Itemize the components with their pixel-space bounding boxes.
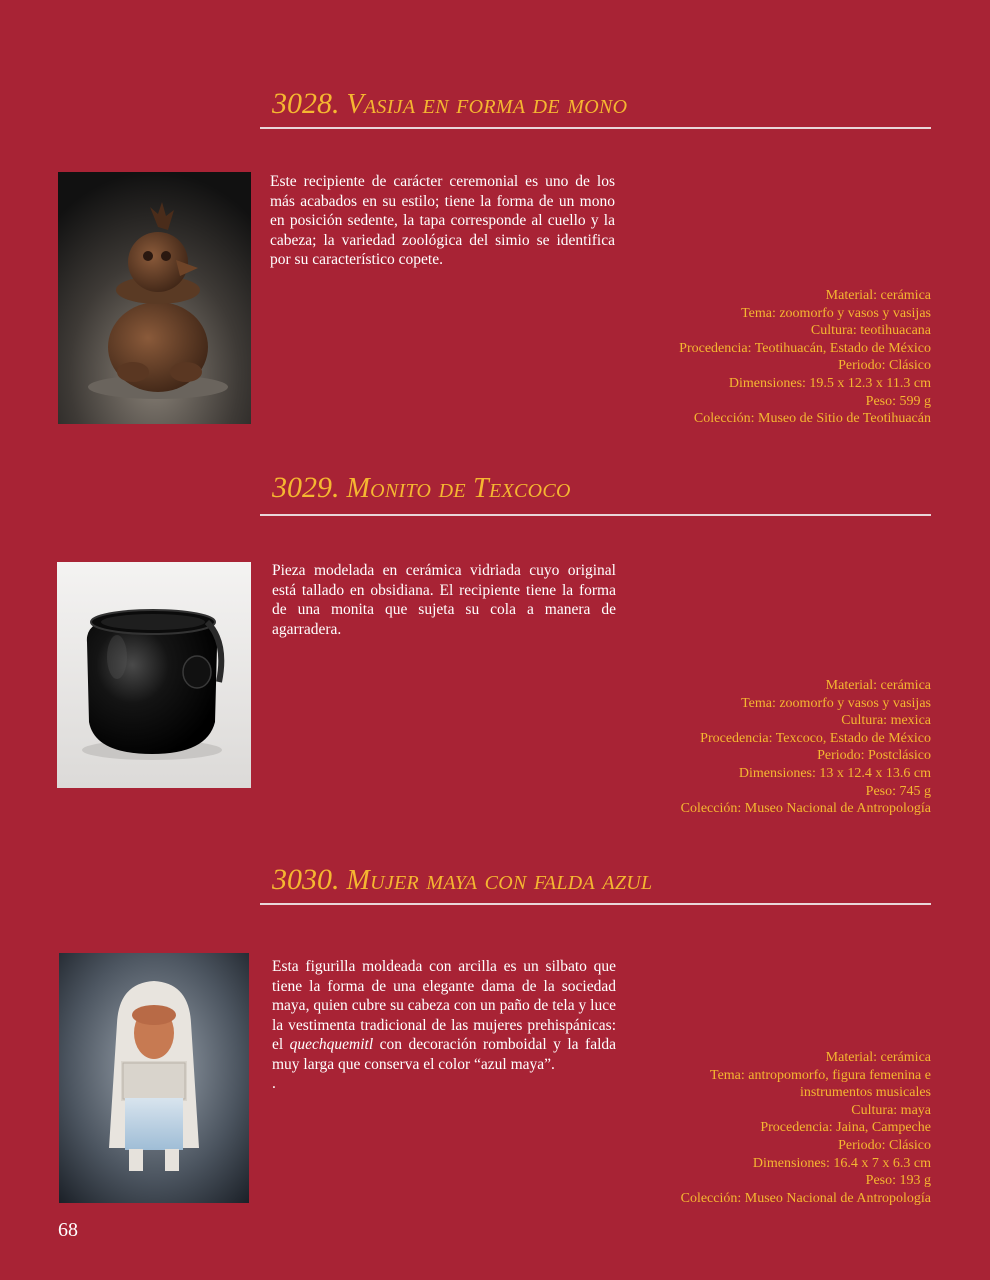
entry-description: Pieza modelada en cerámica vidriada cuyo original está tallado en obsidiana. El recipiente tiene la forma de una monita que sujeta su cola a manera de agarradera. bbox=[272, 562, 616, 638]
entry-name: Monito de Texcoco bbox=[346, 473, 571, 504]
meta-periodo: Periodo: Clásico bbox=[838, 358, 931, 374]
description-text-end: con decoración romboidal y la falda muy larga que conserva el color “azul maya”. bbox=[272, 1036, 617, 1073]
entry-metadata bbox=[611, 677, 931, 818]
meta-periodo: Periodo: Clásico bbox=[838, 1137, 931, 1153]
meta-tema: Tema: zoomorfo y vasos y vasijas bbox=[741, 695, 931, 711]
page-number: 68 bbox=[58, 1219, 78, 1241]
meta-material: Material: cerámica bbox=[825, 1050, 931, 1065]
entry-title bbox=[272, 864, 652, 897]
entry-title bbox=[272, 472, 571, 505]
meta-periodo: Periodo: Postclásico bbox=[817, 748, 931, 764]
description-term: quechquemitl bbox=[289, 1036, 374, 1053]
meta-tema: Tema: zoomorfo y vasos y vasijas bbox=[741, 305, 931, 321]
meta-dimensiones: Dimensiones: 16.4 x 7 x 6.3 cm bbox=[752, 1155, 931, 1171]
entry-number: 3029. bbox=[272, 471, 340, 504]
meta-cultura: Cultura: teotihuacana bbox=[810, 323, 931, 339]
entry-number: 3028. bbox=[272, 87, 340, 120]
meta-peso: Peso: 745 g bbox=[865, 783, 931, 799]
meta-tema: Tema: antropomorfo, figura femenina e instrumentos musicales bbox=[710, 1067, 931, 1101]
entry-title bbox=[272, 88, 627, 121]
meta-cultura: Cultura: mexica bbox=[841, 713, 931, 729]
description-text: Esta figurilla moldeada con arcilla es un silbato que tiene la forma de una elegante dama de la sociedad maya, quien cubre su cabeza con un paño de tela y luce la vestimenta tradicional de las mujeres prehispánicas: el bbox=[272, 958, 616, 1053]
meta-coleccion: Colección: Museo de Sitio de Teotihuacán bbox=[693, 411, 931, 427]
meta-peso: Peso: 599 g bbox=[865, 393, 931, 409]
monkey-vessel-photo bbox=[58, 172, 251, 424]
description-dot: . bbox=[272, 1075, 276, 1092]
title-divider bbox=[260, 514, 931, 516]
title-divider bbox=[260, 903, 931, 905]
meta-dimensiones: Dimensiones: 19.5 x 12.3 x 11.3 cm bbox=[728, 375, 931, 391]
meta-peso: Peso: 193 g bbox=[865, 1173, 931, 1189]
meta-procedencia: Procedencia: Texcoco, Estado de México bbox=[700, 730, 931, 746]
entry-description: Este recipiente de carácter ceremonial es uno de los más acabados en su estilo; tiene la forma de un mono en posición sedente, la tapa corresponde al cuello y la cabeza; la variedad zoológica del simio se identifica por su característico copete. bbox=[270, 173, 615, 268]
title-divider bbox=[260, 127, 931, 129]
maya-woman-figurine-photo bbox=[59, 953, 249, 1203]
entry-name: Vasija en forma de mono bbox=[346, 89, 628, 120]
entry-description bbox=[272, 957, 616, 1094]
entry-number: 3030. bbox=[272, 863, 340, 896]
entry-name: Mujer maya con falda azul bbox=[346, 865, 653, 896]
meta-material: Material: cerámica bbox=[825, 678, 931, 693]
texcoco-monkey-photo bbox=[57, 562, 251, 788]
meta-coleccion: Colección: Museo Nacional de Antropología bbox=[680, 1190, 931, 1206]
meta-dimensiones: Dimensiones: 13 x 12.4 x 13.6 cm bbox=[738, 765, 931, 781]
meta-cultura: Cultura: maya bbox=[851, 1102, 931, 1118]
entry-metadata bbox=[611, 287, 931, 428]
meta-material: Material: cerámica bbox=[825, 288, 931, 303]
meta-coleccion: Colección: Museo Nacional de Antropología bbox=[680, 801, 931, 817]
meta-procedencia: Procedencia: Jaina, Campeche bbox=[760, 1120, 931, 1136]
entry-metadata bbox=[671, 1049, 931, 1207]
meta-procedencia: Procedencia: Teotihuacán, Estado de México bbox=[679, 340, 931, 356]
